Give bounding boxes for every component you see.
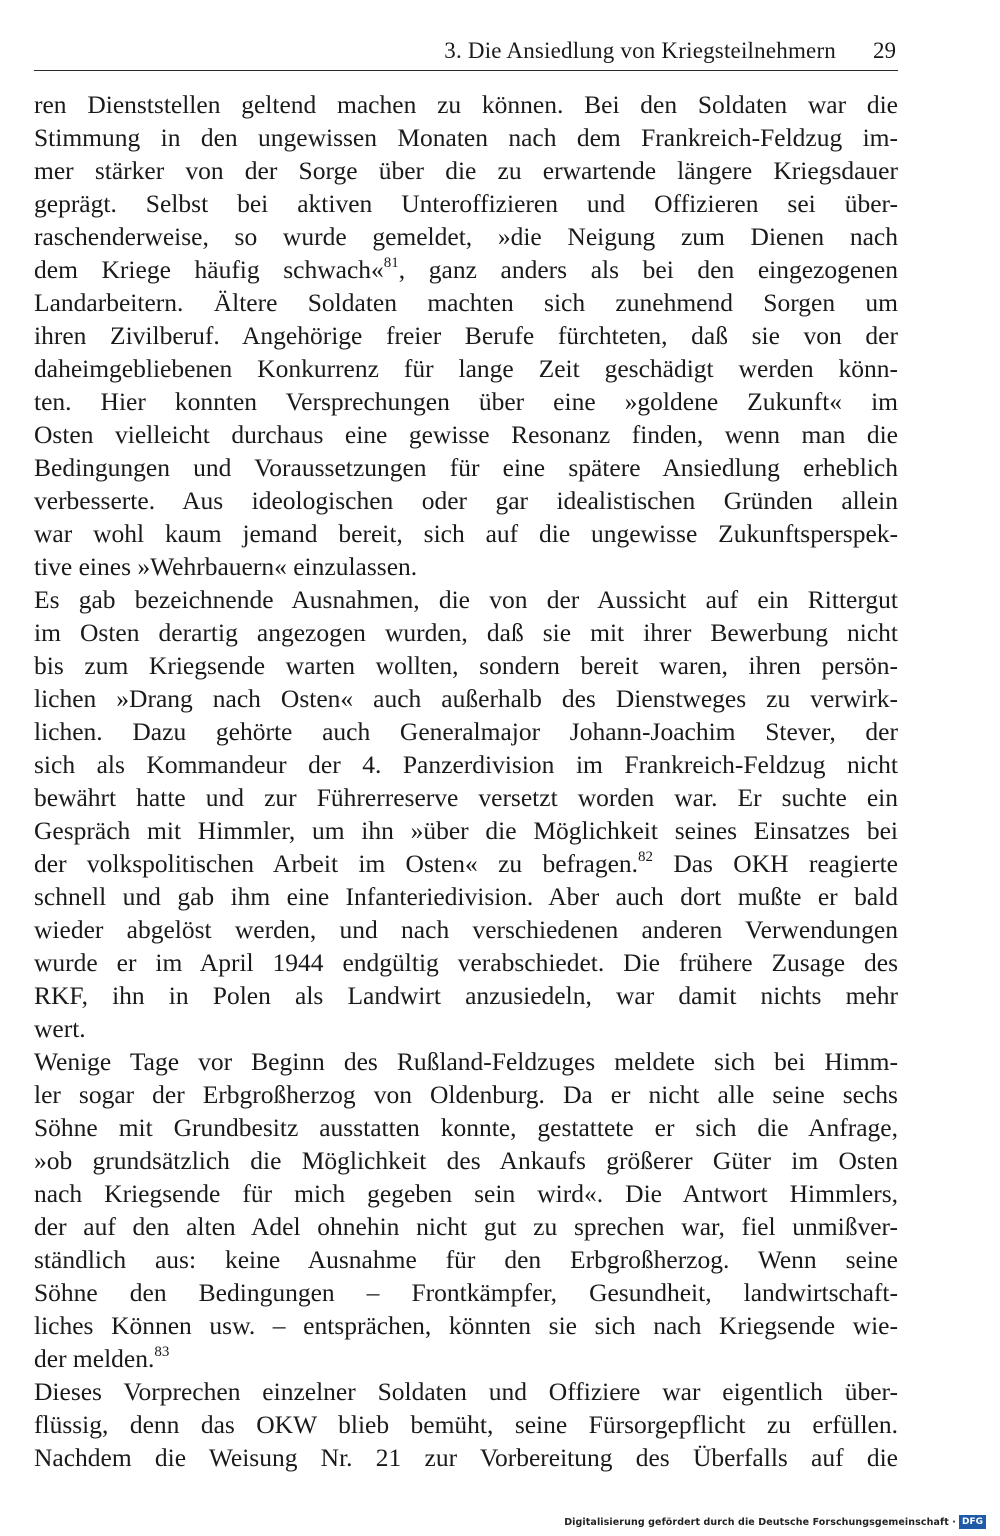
line-text: flüssig, denn das OKW blieb bemüht, seine Fürsorgepflicht zu erfüllen. <box>34 1410 898 1439</box>
running-title: 3. Die Ansiedlung von Kriegsteilnehmern <box>444 38 836 63</box>
text-line <box>34 220 898 253</box>
line-text: wieder abgelöst werden, und nach verschiedenen anderen Verwendungen <box>34 915 898 944</box>
text-line <box>34 1375 898 1408</box>
text-line <box>34 451 898 484</box>
line-text: ren Dienststellen geltend machen zu können. Bei den Soldaten war die <box>34 90 898 119</box>
text-line <box>34 748 898 781</box>
text-line <box>34 352 898 385</box>
line-text: dem Kriege häufig schwach« <box>34 255 384 284</box>
footnote-marker: 81 <box>383 255 399 271</box>
running-header <box>34 36 898 71</box>
text-line <box>34 1408 898 1441</box>
text-line <box>34 814 898 847</box>
digitization-footer <box>564 1514 986 1530</box>
line-text: Gespräch mit Himmler, um ihn »über die Möglichkeit seines Einsatzes bei <box>34 816 898 845</box>
line-text: im Osten derartig angezogen wurden, daß sie mit ihrer Bewerbung nicht <box>34 618 898 647</box>
text-line <box>34 1342 898 1375</box>
line-text: lichen. Dazu gehörte auch Generalmajor Johann-Joachim Stever, der <box>34 717 898 746</box>
line-text: wert. <box>34 1014 86 1043</box>
line-text: ten. Hier konnten Versprechungen über eine »goldene Zukunft« im <box>34 387 898 416</box>
line-text: der melden. <box>34 1344 155 1373</box>
line-text: Osten vielleicht durchaus eine gewisse Resonanz finden, wenn man die <box>34 420 898 449</box>
text-line <box>34 1243 898 1276</box>
text-line <box>34 1441 898 1474</box>
text-line <box>34 517 898 550</box>
text-line <box>34 1045 898 1078</box>
text-line <box>34 715 898 748</box>
text-line <box>34 484 898 517</box>
line-text: sich als Kommandeur der 4. Panzerdivision im Frankreich-Feldzug nicht <box>34 750 898 779</box>
line-text: war wohl kaum jemand bereit, sich auf die ungewisse Zukunftsperspek- <box>34 519 898 548</box>
line-text: Dieses Vorprechen einzelner Soldaten und Offiziere war eigentlich über- <box>34 1377 898 1406</box>
line-text: ständlich aus: keine Ausnahme für den Erbgroßherzog. Wenn seine <box>34 1245 898 1274</box>
text-line <box>34 1078 898 1111</box>
text-line <box>34 550 898 583</box>
line-text: tive eines »Wehrbauern« einzulassen. <box>34 552 418 581</box>
page-number: 29 <box>873 38 896 63</box>
line-text: ler sogar der Erbgroßherzog von Oldenburg. Da er nicht alle seine sechs <box>34 1080 898 1109</box>
line-text: schnell und gab ihm eine Infanteriedivision. Aber auch dort mußte er bald <box>34 882 898 911</box>
line-text-continued: , ganz anders als bei den eingezogenen <box>398 255 898 284</box>
line-text: Landarbeitern. Ältere Soldaten machten sich zunehmend Sorgen um <box>34 288 898 317</box>
text-line <box>34 1210 898 1243</box>
dfg-logo-icon: DFG <box>959 1515 986 1529</box>
text-line <box>34 187 898 220</box>
text-line <box>34 1144 898 1177</box>
digitization-note: Digitalisierung gefördert durch die Deutsche Forschungsgemeinschaft · <box>564 1516 956 1528</box>
line-text-continued: Das OKH reagierte <box>653 849 898 878</box>
text-line <box>34 682 898 715</box>
footnote-marker: 82 <box>638 849 654 865</box>
line-text: Wenige Tage vor Beginn des Rußland-Feldzuges meldete sich bei Himm- <box>34 1047 898 1076</box>
text-line <box>34 385 898 418</box>
line-text: daheimgebliebenen Konkurrenz für lange Zeit geschädigt werden könn- <box>34 354 898 383</box>
text-line <box>34 253 898 286</box>
text-line <box>34 583 898 616</box>
line-text: liches Können usw. – entsprächen, könnten sie sich nach Kriegsende wie- <box>34 1311 898 1340</box>
text-line <box>34 880 898 913</box>
line-text: nach Kriegsende für mich gegeben sein wird«. Die Antwort Himmlers, <box>34 1179 898 1208</box>
text-line <box>34 946 898 979</box>
line-text: geprägt. Selbst bei aktiven Unteroffizieren und Offizieren sei über- <box>34 189 898 218</box>
text-line <box>34 154 898 187</box>
line-text: Stimmung in den ungewissen Monaten nach dem Frankreich-Feldzug im- <box>34 123 898 152</box>
text-line <box>34 649 898 682</box>
text-line <box>34 1309 898 1342</box>
text-line <box>34 913 898 946</box>
text-line <box>34 88 898 121</box>
line-text: der volkspolitischen Arbeit im Osten« zu befragen. <box>34 849 639 878</box>
line-text: RKF, ihn in Polen als Landwirt anzusiedeln, war damit nichts mehr <box>34 981 898 1010</box>
line-text: ihren Zivilberuf. Angehörige freier Berufe fürchteten, daß sie von der <box>34 321 898 350</box>
text-line <box>34 1276 898 1309</box>
line-text: bewährt hatte und zur Führerreserve versetzt worden war. Er suchte ein <box>34 783 898 812</box>
text-line <box>34 1111 898 1144</box>
line-text: der auf den alten Adel ohnehin nicht gut zu sprechen war, fiel unmißver- <box>34 1212 898 1241</box>
footnote-marker: 83 <box>154 1344 170 1360</box>
text-line <box>34 616 898 649</box>
line-text: Söhne den Bedingungen – Frontkämpfer, Gesundheit, landwirtschaft- <box>34 1278 898 1307</box>
text-line <box>34 1177 898 1210</box>
text-line <box>34 847 898 880</box>
text-line <box>34 781 898 814</box>
line-text: lichen »Drang nach Osten« auch außerhalb des Dienstweges zu verwirk- <box>34 684 898 713</box>
text-line <box>34 319 898 352</box>
line-text: wurde er im April 1944 endgültig verabschiedet. Die frühere Zusage des <box>34 948 898 977</box>
text-line <box>34 121 898 154</box>
line-text: bis zum Kriegsende warten wollten, sondern bereit waren, ihren persön- <box>34 651 898 680</box>
text-line <box>34 979 898 1012</box>
line-text: raschenderweise, so wurde gemeldet, »die Neigung zum Dienen nach <box>34 222 898 251</box>
body-text <box>34 88 898 1474</box>
line-text: Söhne mit Grundbesitz ausstatten konnte, gestattete er sich die Anfrage, <box>34 1113 898 1142</box>
line-text: Nachdem die Weisung Nr. 21 zur Vorbereitung des Überfalls auf die <box>34 1443 898 1472</box>
line-text: Es gab bezeichnende Ausnahmen, die von der Aussicht auf ein Rittergut <box>34 585 898 614</box>
line-text: Bedingungen und Voraussetzungen für eine spätere Ansiedlung erheblich <box>34 453 898 482</box>
line-text: verbesserte. Aus ideologischen oder gar idealistischen Gründen allein <box>34 486 898 515</box>
text-line <box>34 418 898 451</box>
line-text: mer stärker von der Sorge über die zu erwartende längere Kriegsdauer <box>34 156 898 185</box>
text-line <box>34 286 898 319</box>
text-line <box>34 1012 898 1045</box>
line-text: »ob grundsätzlich die Möglichkeit des Ankaufs größerer Güter im Osten <box>34 1146 898 1175</box>
